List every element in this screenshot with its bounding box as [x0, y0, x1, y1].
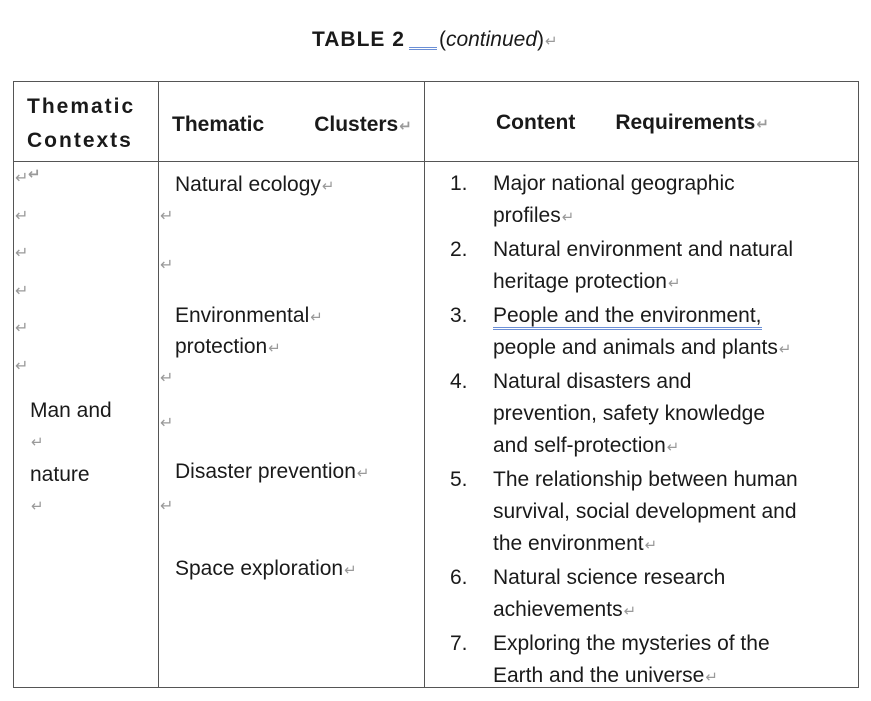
return-arrow-icon: ↵ — [160, 257, 174, 274]
requirement-item: 6. Natural science research achievements↵ — [450, 566, 726, 621]
requirements-list — [450, 168, 798, 694]
return-arrow-icon: ↵ — [321, 178, 335, 195]
header-word: Clusters — [314, 113, 399, 136]
header-word: Content — [496, 111, 576, 134]
return-arrow-icon: ↵ — [778, 341, 792, 358]
header-line: Contexts — [27, 129, 133, 152]
return-arrow-icon: ↵ — [545, 33, 558, 50]
return-arrow-icon: ↵ — [15, 170, 29, 187]
return-arrow-icon: ↵ — [160, 370, 174, 387]
return-arrow-icon: ↵ — [28, 166, 43, 183]
header-content-requirements — [496, 106, 769, 142]
header-line: Thematic — [27, 95, 136, 118]
header-word: Requirements — [615, 111, 756, 134]
context-line: nature — [30, 463, 90, 486]
header-word: Thematic — [172, 113, 265, 136]
return-arrow-icon: ↵ — [561, 209, 575, 226]
cluster-item: Disaster prevention↵ — [175, 460, 370, 483]
return-arrow-icon: ↵ — [623, 603, 637, 620]
cluster-item: Natural ecology↵ — [175, 173, 335, 196]
column-divider — [158, 81, 159, 688]
context-cell — [30, 395, 112, 523]
caption-continued: continued — [445, 28, 538, 51]
return-arrow-icon: ↵ — [160, 208, 174, 225]
return-arrow-icon: ↵ — [15, 358, 29, 375]
header-thematic-clusters — [172, 108, 412, 144]
cluster-item: Space exploration↵ — [175, 557, 357, 580]
requirement-item: 4. Natural disasters and prevention, safety knowledge and self-protection↵ — [450, 370, 766, 457]
requirement-item: 1. Major national geographic profiles↵ — [450, 172, 735, 227]
table-caption: TABLE 2 (continued)↵ — [312, 28, 558, 51]
return-arrow-icon: ↵ — [160, 498, 174, 515]
cluster-item: Environmental↵ protection↵ — [175, 304, 323, 358]
return-arrow-icon: ↵ — [15, 320, 29, 337]
spelling-underline — [409, 27, 437, 50]
header-divider — [13, 161, 859, 162]
return-arrow-icon: ↵ — [356, 465, 370, 482]
return-arrow-icon: ↵ — [31, 498, 44, 515]
return-arrow-icon: ↵ — [15, 283, 29, 300]
context-line: Man and — [30, 399, 112, 422]
requirement-item: 2. Natural environment and natural heritage protection↵ — [450, 238, 794, 293]
return-arrow-icon: ↵ — [399, 118, 412, 135]
return-arrow-icon: ↵ — [310, 309, 323, 326]
caption-label: TABLE 2 — [312, 28, 405, 51]
spelling-underline: People and the environment, — [493, 304, 762, 330]
return-arrow-icon: ↵ — [160, 415, 174, 432]
header-thematic-contexts — [27, 90, 135, 192]
requirement-item: 3. People and the environment, people and animals and plants↵ — [450, 304, 792, 359]
return-arrow-icon: ↵ — [756, 116, 769, 133]
return-arrow-icon: ↵ — [644, 537, 658, 554]
return-arrow-icon: ↵ — [15, 208, 29, 225]
return-arrow-icon: ↵ — [705, 669, 718, 686]
return-arrow-icon: ↵ — [15, 245, 29, 262]
column-divider — [424, 81, 425, 688]
requirement-item: 7. Exploring the mysteries of the Earth and the universe↵ — [450, 632, 770, 687]
requirement-item: 5. The relationship between human survival, social development and the environment↵ — [450, 468, 798, 555]
return-arrow-icon: ↵ — [667, 275, 681, 292]
return-arrow-icon: ↵ — [268, 340, 281, 357]
return-arrow-icon: ↵ — [344, 562, 357, 579]
return-arrow-icon: ↵ — [31, 434, 44, 451]
return-arrow-icon: ↵ — [666, 439, 680, 456]
